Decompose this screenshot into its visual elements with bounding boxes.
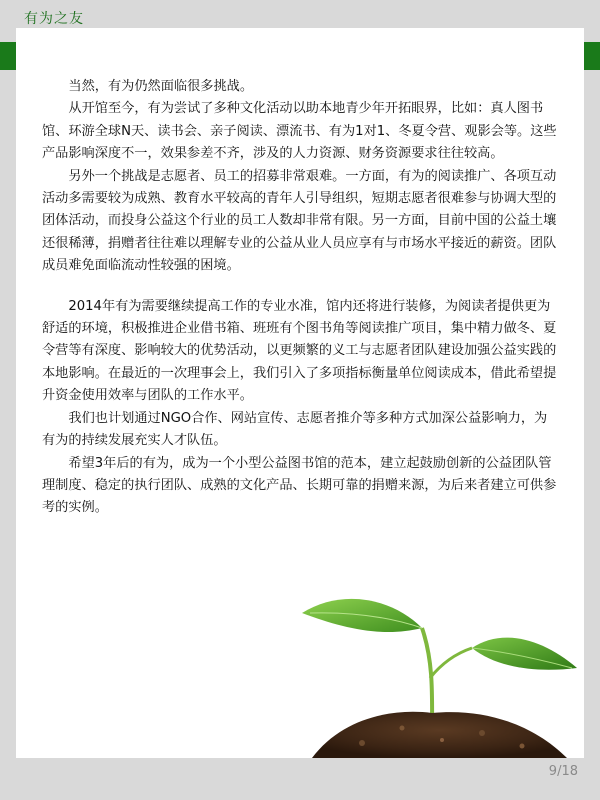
paragraph: 2014年有为需要继续提高工作的专业水准，馆内还将进行装修，为阅读者提供更为舒适的环境，积极推进企业借书箱、班班有个图书角等阅读推广项目，集中精力做冬、夏令营等有深度、影响较大的优势活动，以更频繁的义工与志愿者团队建设加强公益实践的本地影响。在最近的一次理事会上，我们引入了多项指标衡量单位阅读成本，借此希望提升资金使用效率与团队的工作水平。	[42, 298, 557, 404]
brand-title: 有为之友	[24, 11, 84, 27]
paragraph: 当然，有为仍然面临很多挑战。	[68, 79, 254, 94]
right-accent-bar	[584, 42, 600, 70]
paragraph: 我们也计划通过NGO合作、网站宣传、志愿者推介等多种方式加深公益影响力，为有为的持续发展充实人才队伍。	[42, 410, 548, 449]
seedling-illustration	[282, 568, 582, 758]
paragraph: 希望3年后的有为，成为一个小型公益图书馆的范本，建立起鼓励创新的公益团队管理制度、稳定的执行团队、成熟的文化产品、长期可靠的捐赠来源，为后来者建立可供参考的实例。	[42, 455, 557, 516]
page-body	[16, 28, 584, 758]
article-text	[42, 76, 558, 520]
paragraph: 另外一个挑战是志愿者、员工的招募非常艰难。一方面，有为的阅读推广、各项互动活动多需要较为成熟、教育水平较高的青年人引导组织，短期志愿者很难参与协调大型的团体活动，而投身公益这个行业的员工人数却非常有限。另一方面，目前中国的公益土壤还很稀薄，捐赠者往往难以理解专业的公益从业人员应享有与市场水平接近的薪资。团队成员难免面临流动性较强的困境。	[42, 168, 557, 274]
page-number: 9/18	[548, 764, 578, 779]
header	[0, 0, 600, 28]
paragraph: 从开馆至今，有为尝试了多种文化活动以助本地青少年开拓眼界，比如：真人图书馆、环游全球N天、读书会、亲子阅读、漂流书、有为1对1、冬夏令营、观影会等。这些产品影响深度不一，效果参差不齐，涉及的人力资源、财务资源要求往往较高。	[42, 101, 557, 162]
left-accent-bar	[0, 42, 16, 70]
